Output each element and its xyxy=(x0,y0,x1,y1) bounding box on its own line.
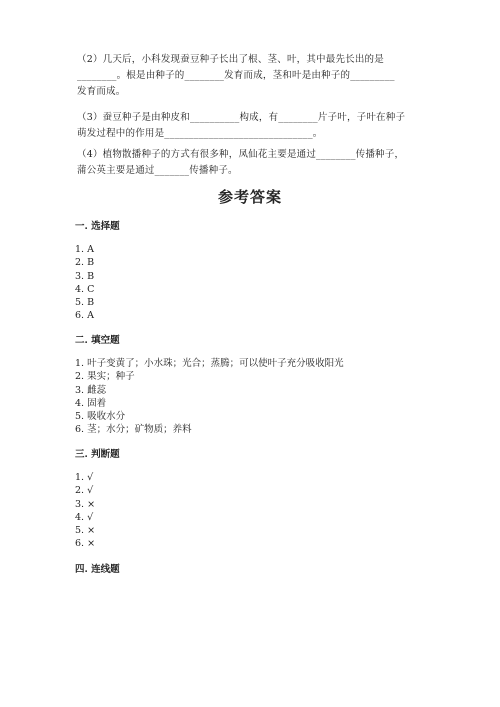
list-item: 1. A xyxy=(75,244,94,255)
list-item: 3. × xyxy=(75,498,96,510)
question-2-line-2: ________。根是由种子的________发育而成，茎和叶是由种子的_________ xyxy=(77,70,395,81)
list-item: 6. A xyxy=(75,310,94,322)
question-3 xyxy=(77,110,429,142)
list-item: 2. B xyxy=(75,257,95,269)
list-item: 4. 固着 xyxy=(75,397,107,409)
list-item: 6. 茎；水分；矿物质；养料 xyxy=(75,424,192,436)
question-2-line-3: 发育而成。 xyxy=(77,86,126,97)
list-item: 5. 吸收水分 xyxy=(75,411,126,423)
list-item: 3. 雌蕊 xyxy=(75,384,107,396)
list-item: 2. 果实；种子 xyxy=(75,371,135,383)
section-heading-choice: 一. 选择题 xyxy=(75,221,120,232)
question-3-line-2: 萌发过程中的作用是______________________________。 xyxy=(77,128,323,139)
question-4-line-2: 蒲公英主要是通过_______传播种子。 xyxy=(77,165,238,176)
fill-answer-list xyxy=(75,357,344,437)
list-item: 5. × xyxy=(75,525,96,537)
question-3-line-1: （3）蚕豆种子是由种皮和__________构成，有________片子叶，子叶在种子 xyxy=(77,112,406,123)
list-item: 5. B xyxy=(75,297,95,309)
list-item: 6. × xyxy=(75,538,96,550)
answer-title: 参考答案 xyxy=(217,188,282,206)
list-item: 2. √ xyxy=(75,485,94,497)
question-4-line-1: （4）植物散播种子的方式有很多种，凤仙花主要是通过________传播种子， xyxy=(77,149,405,160)
list-item: 3. B xyxy=(75,270,95,282)
list-item: 1. 叶子变黄了；小水珠；光合；蒸腾；可以使叶子充分吸收阳光 xyxy=(75,358,344,369)
question-2 xyxy=(77,52,429,100)
question-2-line-1: （2）几天后，小科发现蚕豆种子长出了根、茎、叶，其中最先长出的是 xyxy=(77,54,384,65)
question-4 xyxy=(77,147,429,179)
list-item: 4. C xyxy=(75,283,95,295)
section-heading-judge: 三. 判断题 xyxy=(75,449,120,460)
list-item: 1. √ xyxy=(75,472,94,483)
section-heading-match: 四. 连线题 xyxy=(75,564,120,575)
judge-answer-list xyxy=(75,471,95,551)
list-item: 4. √ xyxy=(75,511,94,523)
choice-answer-list xyxy=(75,243,94,323)
section-heading-fill: 二. 填空题 xyxy=(75,335,120,346)
